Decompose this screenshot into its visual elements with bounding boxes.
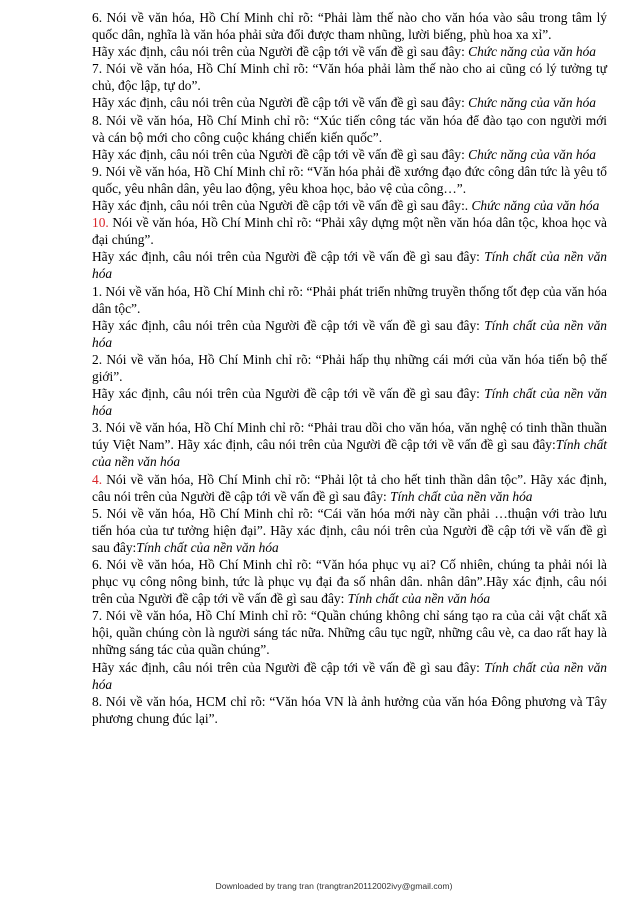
question-item <box>92 9 607 60</box>
question-prompt: Hãy xác định, câu nói trên của Người đề cập tới về vấn đề gì sau đây: <box>92 95 469 111</box>
answer-text: Chức năng của văn hóa <box>471 198 600 214</box>
question-number: 3. <box>92 420 103 436</box>
question-item <box>92 556 607 607</box>
question-item <box>92 505 607 556</box>
download-footer: Downloaded by trang tran (trangtran20112002ivy@gmail.com) <box>215 881 453 891</box>
answer-text: Tính chất của nền văn hóa <box>347 591 491 607</box>
question-statement: Nói về văn hóa, Hồ Chí Minh chỉ rõ: “Phải hấp thụ những cái mới của văn hóa tiến bộ thế giới”. <box>92 351 607 384</box>
answer-text: Chức năng của văn hóa <box>468 146 596 162</box>
answer-text: Tính chất của nền văn hóa <box>92 437 607 470</box>
question-number: 6. <box>92 557 103 572</box>
question-statement: Nói về văn hóa, Hồ Chí Minh chỉ rõ: “Văn hóa phải làm thế nào cho ai cũng có lý tưởng tự chủ, độc lập, tự do”. <box>92 61 607 94</box>
question-prompt: Hãy xác định, câu nói trên của Người đề cập tới về vấn đề gì sau đây: <box>92 386 485 402</box>
question-statement: Nói về văn hóa, Hồ Chí Minh chỉ rõ: “Phải phát triển những truyền thống tốt đẹp của văn hóa dân tộc”. <box>92 283 607 316</box>
question-number: 4. <box>92 471 103 487</box>
question-item <box>92 419 607 470</box>
question-number: 1. <box>92 283 103 299</box>
question-statement: Nói về văn hóa, Hồ Chí Minh chỉ rõ: “Văn hóa phục vụ ai? Cố nhiên, chúng ta phải nói là phục vụ công nông binh, tức là phục vụ đại đa số nhân dân. nhân dân”.Hãy xác định, câu nói trên của Người đề cập tới về vấn đề gì sau đây: <box>92 557 607 607</box>
question-statement: Nói về văn hóa, Hồ Chí Minh chỉ rõ: “Xúc tiến công tác văn hóa để đào tạo con người mới và cán bộ mới cho công cuộc kháng chiến kiến quốc”. <box>92 112 607 145</box>
question-item <box>92 214 607 282</box>
question-item <box>92 693 607 727</box>
answer-text: Tính chất của nền văn hóa <box>92 317 607 350</box>
question-item <box>92 351 607 419</box>
question-statement: Nói về văn hóa, Hồ Chí Minh chỉ rõ: “Phải làm thế nào cho văn hóa vào sâu trong tâm lý quốc dân, nghĩa là văn hóa phải sửa đổi được tham nhũng, lười biếng, phù hoa xa xỉ”. <box>92 10 607 43</box>
answer-text: Tính chất của nền văn hóa <box>92 249 607 282</box>
question-prompt: Hãy xác định, câu nói trên của Người đề cập tới về vấn đề gì sau đây: <box>92 659 485 675</box>
answer-text: Chức năng của văn hóa <box>468 44 596 60</box>
question-number: 7. <box>92 608 103 624</box>
question-number: 6. <box>92 10 103 25</box>
question-number: 8. <box>92 693 103 709</box>
question-number: 5. <box>92 505 103 521</box>
question-statement: Nói về văn hóa, Hồ Chí Minh chỉ rõ: “Phải lột tả cho hết tinh thần dân tộc”. Hãy xác định, câu nói trên của Người đề cập tới về vấn đề gì sau đây: <box>92 471 607 504</box>
question-prompt: Hãy xác định, câu nói trên của Người đề cập tới về vấn đề gì sau đây: <box>92 146 469 162</box>
question-statement: Nói về văn hóa, Hồ Chí Minh chỉ rõ: “Phải xây dựng một nền văn hóa dân tộc, khoa học và đại chúng”. <box>92 215 607 248</box>
question-statement: Nói về văn hóa, Hồ Chí Minh chỉ rõ: “Cái văn hóa mới này cần phải …thuận với trào lưu tiến hóa của tư tưởng hiện đại”. Hãy xác định, câu nói trên của Người đề cập tới về vấn đề gì sau đây: <box>92 505 607 555</box>
question-number: 9. <box>92 163 103 179</box>
answer-text: Chức năng của văn hóa <box>468 95 596 111</box>
question-number: 10. <box>92 215 109 231</box>
question-item <box>92 607 607 692</box>
question-prompt: Hãy xác định, câu nói trên của Người đề cập tới về vấn đề gì sau đây:. <box>92 198 472 214</box>
question-prompt: Hãy xác định, câu nói trên của Người đề cập tới về vấn đề gì sau đây: <box>92 317 485 333</box>
question-statement: Nói về văn hóa, Hồ Chí Minh chỉ rõ: “Văn hóa phải đề xướng đạo đức công dân tức là yêu tổ quốc, yêu nhân dân, yêu lao động, yêu khoa học, bảo vệ của công…”. <box>92 163 607 196</box>
question-item <box>92 283 607 351</box>
question-item <box>92 60 607 111</box>
question-item <box>92 471 607 505</box>
document-body <box>92 9 607 727</box>
question-statement: Nói về văn hóa, Hồ Chí Minh chỉ rõ: “Quần chúng không chỉ sáng tạo ra của cải vật chất xã hội, quần chúng còn là người sáng tác nữa. Những câu tục ngữ, những câu vè, ca dao rất hay là những sáng tác của quần chúng”. <box>92 608 607 658</box>
question-prompt: Hãy xác định, câu nói trên của Người đề cập tới về vấn đề gì sau đây: <box>92 44 469 60</box>
question-statement: Nói về văn hóa, HCM chỉ rõ: “Văn hóa VN là ảnh hưởng của văn hóa Đông phương và Tây phương chung đúc lại”. <box>92 693 607 726</box>
answer-text: Tính chất của nền văn hóa <box>136 539 279 555</box>
question-item <box>92 112 607 163</box>
question-statement: Nói về văn hóa, Hồ Chí Minh chỉ rõ: “Phải trau dồi cho văn hóa, văn nghệ có tinh thần thuần túy Việt Nam”. Hãy xác định, câu nói trên của Người đề cập tới về vấn đề gì sau đây: <box>92 420 607 453</box>
answer-text: Tính chất của nền văn hóa <box>92 659 607 692</box>
question-number: 2. <box>92 351 103 367</box>
answer-text: Tính chất của nền văn hóa <box>92 386 607 419</box>
answer-text: Tính chất của nền văn hóa <box>390 488 533 504</box>
question-number: 8. <box>92 112 103 128</box>
question-prompt: Hãy xác định, câu nói trên của Người đề cập tới về vấn đề gì sau đây: <box>92 249 485 265</box>
question-item <box>92 163 607 214</box>
question-number: 7. <box>92 61 103 77</box>
